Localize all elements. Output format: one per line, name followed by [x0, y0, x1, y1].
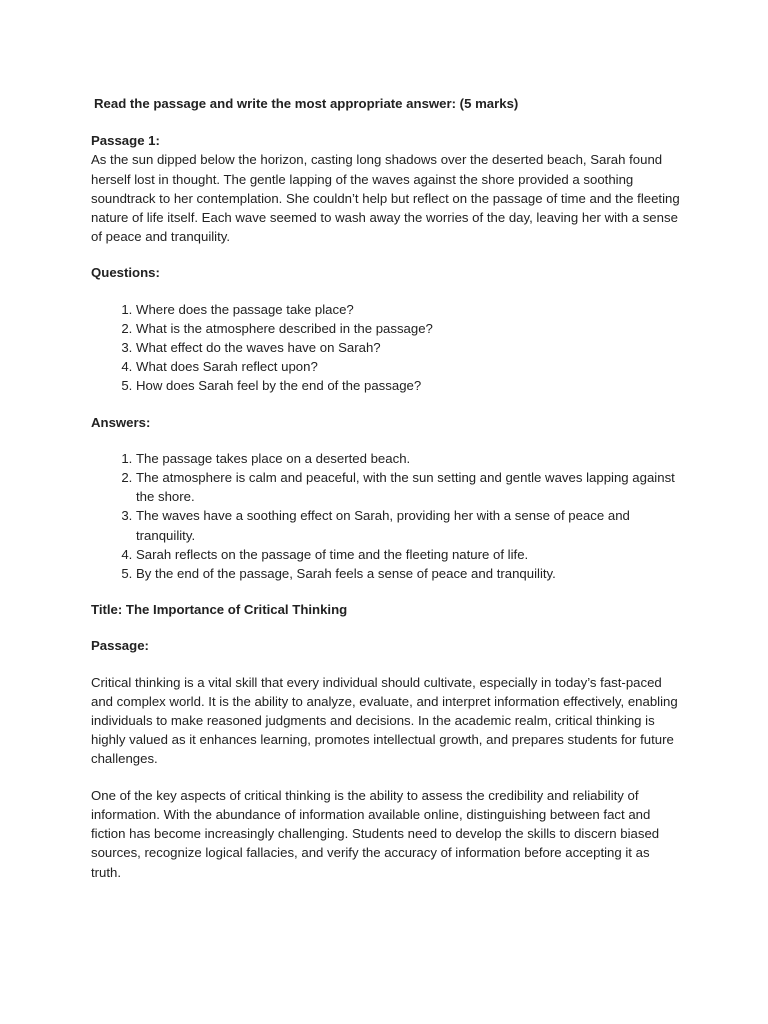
document-page [91, 86, 681, 882]
answer-item: 1. The passage takes place on a deserted beach. [136, 449, 681, 468]
section2-title: Title: The Importance of Critical Thinking [91, 602, 348, 618]
answers-list [91, 449, 681, 583]
section2-paragraph: One of the key aspects of critical thinking is the ability to assess the credibility and reliability of information. With the abundance of information available online, distinguishing between fact and fiction has become increasingly challenging. Students need to develop the skills to discern biased sources, recognize logical fallacies, and verify the accuracy of information before accepting it as truth. [91, 787, 660, 880]
question-item: 1. Where does the passage take place? [136, 300, 681, 319]
answers-heading: Answers: [91, 414, 151, 430]
section2-passage-heading: Passage: [91, 638, 149, 654]
instruction-heading: Read the passage and write the most appropriate answer: (5 marks) [94, 96, 519, 111]
answer-item: 5. By the end of the passage, Sarah feels a sense of peace and tranquility. [136, 564, 681, 583]
questions-list [91, 300, 681, 396]
answer-item: 3. The waves have a soothing effect on Sarah, providing her with a sense of peace and tranquility. [136, 506, 681, 544]
section2-paragraph: Critical thinking is a vital skill that every individual should cultivate, especially in today’s fast-paced and complex world. It is the ability to analyze, evaluate, and interpret information effectively, enabling individuals to make reasoned judgments and decisions. In the academic realm, critical thinking is highly valued as it enhances learning, promotes intellectual growth, and prepares students for future challenges. [91, 674, 678, 767]
passage1-text: As the sun dipped below the horizon, casting long shadows over the deserted beach, Sarah found herself lost in thought. The gentle lapping of the waves against the shore provided a soothing soundtrack to her contemplation. She couldn’t help but reflect on the passage of time and the fleeting nature of life itself. Each wave seemed to wash away the worries of the day, leaving her with a sense of peace and tranquility. [91, 152, 680, 245]
answer-item: 2. The atmosphere is calm and peaceful, with the sun setting and gentle waves lapping against the shore. [136, 468, 681, 506]
questions-heading: Questions: [91, 265, 160, 281]
question-item: 2. What is the atmosphere described in the passage? [136, 319, 681, 338]
question-item: 5. How does Sarah feel by the end of the passage? [136, 376, 681, 395]
question-item: 3. What effect do the waves have on Sarah? [136, 338, 681, 357]
question-item: 4. What does Sarah reflect upon? [136, 357, 681, 376]
passage1-heading: Passage 1: [91, 133, 160, 149]
answer-item: 4. Sarah reflects on the passage of time and the fleeting nature of life. [136, 545, 681, 564]
